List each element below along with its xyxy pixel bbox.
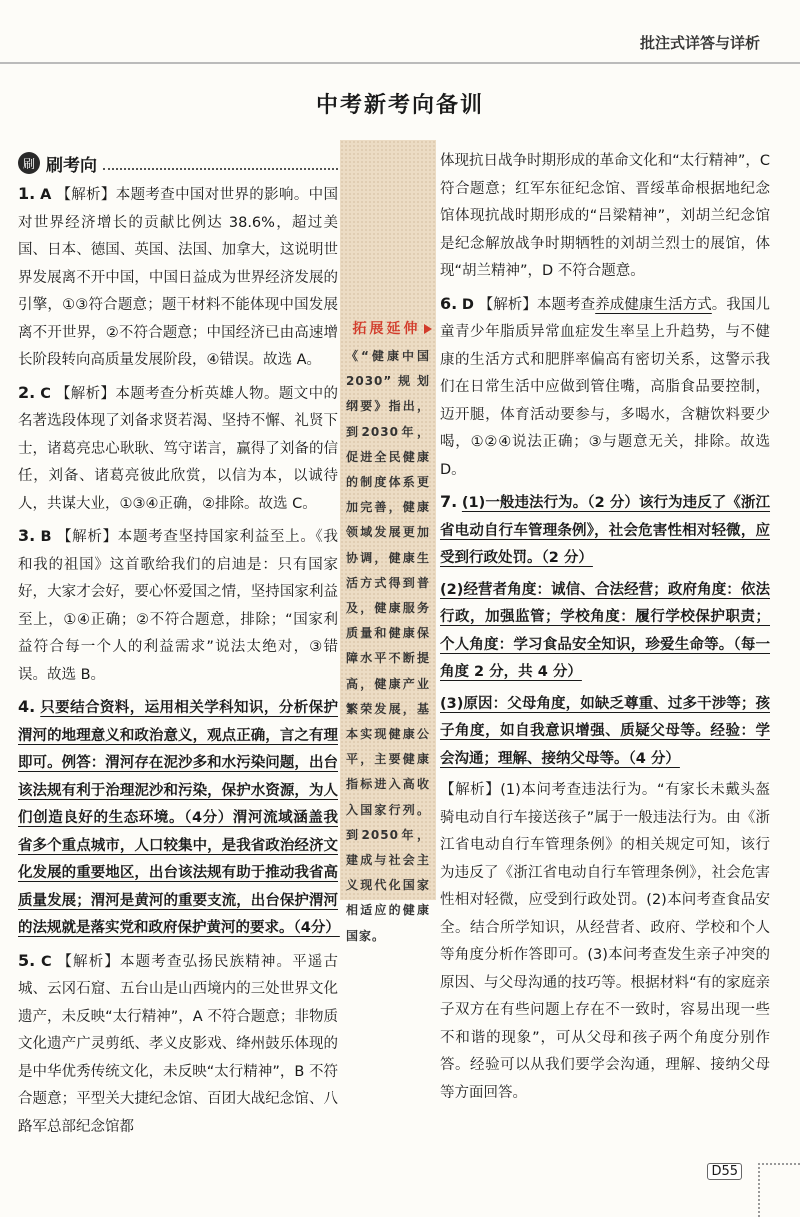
header-tag: 批注式详答与详析 bbox=[639, 34, 760, 52]
section-tag bbox=[18, 150, 338, 176]
section-label: 刷考向 bbox=[46, 155, 97, 176]
question-5-continued bbox=[440, 148, 770, 286]
answer-explanation: 【解析】本题考查弘扬民族精神。平遥古城、云冈石窟、五台山是山西境内的三处世界文化遗产，未反映“太行精神”，A 不符合题意；非物质文化遗产广灵剪纸、孝义皮影戏、绛州鼓乐体现的是中华优秀传统文化，未反映“太行精神”，B 不符合题意；平型关大捷纪念馆、百团大战纪念馆、八路军总部纪念馆都 bbox=[18, 953, 339, 1135]
sidebar-heading: 拓展延伸 bbox=[349, 318, 435, 338]
answer-letter: C bbox=[40, 953, 52, 970]
question-4 bbox=[18, 693, 338, 943]
answer-explanation: 。我国儿童青少年脂质异常血症发生率呈上升趋势，与不健康的生活方式和肥胖率偏高有密切关系，这警示我们在日常生活中应做到管住嘴，高脂食品要控制，迈开腿，体育活动要参与，多喝水，含糖饮料要少喝，①②④说法正确；③与题意无关，排除。故选 D。 bbox=[440, 296, 771, 478]
question-number: 7. bbox=[440, 492, 458, 511]
question-5 bbox=[18, 947, 338, 1142]
corner-dots bbox=[758, 1163, 800, 1217]
answer-part-3: (3)原因：父母角度，如缺乏尊重、过多干涉等；孩子角度，如自我意识增强、质疑父母等。经验：学会沟通；理解、接纳父母等。（4 分） bbox=[440, 695, 770, 767]
header-rule bbox=[0, 62, 800, 64]
page-number: D55 bbox=[707, 1163, 742, 1180]
question-2 bbox=[18, 379, 338, 519]
answer-part-2: (2)经营者角度：诚信、合法经营；政府角度：依法行政，加强监管；学校角度：履行学校保护职责；个人角度：学习食品安全知识，珍爱生命等。（每一角度 2 分，共 4 分） bbox=[440, 581, 770, 680]
question-1 bbox=[18, 180, 338, 375]
answer-letter: A bbox=[40, 187, 52, 203]
question-number: 3. bbox=[18, 526, 36, 545]
answer-explanation: 体现抗日战争时期形成的革命文化和“太行精神”，C 符合题意；红军东征纪念馆、晋绥革命根据地纪念馆体现抗战时期形成的“吕梁精神”，刘胡兰纪念馆是纪念解放战争时期牺牲的刘胡兰烈士的展馆，体现“胡兰精神”，D 不符合题意。 bbox=[440, 153, 770, 279]
question-7 bbox=[440, 488, 770, 573]
question-number: 6. bbox=[440, 293, 458, 313]
answer-explanation: 【解析】本题考查中国对世界的影响。中国对世界经济增长的贡献比例达 38.6%，超过美国、日本、德国、英国、法国、加拿大，这说明世界发展离不开中国，中国日益成为世界经济发展的引擎，①③符合题意；题干材料不能体现中国发展离不开世界，②不符合题意；中国经济已由高速增长阶段转向高质量发展阶段，④错误。故选 A。 bbox=[18, 187, 339, 368]
answer-explanation: 【解析】(1)本问考查违法行为。“有家长未戴头盔骑电动自行车接送孩子”属于一般违法行为。由《浙江省电动自行车管理条例》的相关规定可知，该行为违反了《浙江省电动自行车管理条例》，社会危害性相对轻微，应受到行政处罚。(2)本问考查食品安全。结合所学知识，从经营者、政府、学校和个人等角度分析作答即可。(3)本问考查发生亲子冲突的原因、与父母沟通的技巧等。根据材料“有的家庭亲子双方在有些问题上存在不一致时，容易出现一些不和谐的现象”，可从父母和孩子两个角度分别作答。经验可以从我们要学会沟通，理解、接纳父母等方面回答。 bbox=[440, 782, 770, 1101]
left-column bbox=[18, 150, 338, 1145]
answer-lead: 【解析】本题考查 bbox=[478, 296, 596, 313]
answer-part-1: (1)一般违法行为。（2 分）该行为违反了《浙江省电动自行车管理条例》，社会危害性相对轻微，应受到行政处罚。（2 分） bbox=[440, 495, 771, 566]
question-number: 2. bbox=[18, 382, 36, 402]
page-title: 中考新考向备训 bbox=[315, 93, 484, 118]
question-number: 1. bbox=[18, 184, 36, 203]
answer-topic: 养成健康生活方式 bbox=[595, 296, 712, 313]
answer-letter: D bbox=[461, 296, 474, 313]
answer-letter: C bbox=[40, 385, 51, 402]
answer-explanation: 【解析】本题考查分析英雄人物。题文中的名著选段体现了刘备求贤若渴、坚持不懈、礼贤下士，诸葛亮忠心耿耿、笃守诺言，赢得了刘备的信任，刘备、诸葛亮彼此欣赏，以信为本，以诚待人，共谋大业，①③④正确，②排除。故选 C。 bbox=[18, 385, 339, 512]
question-7-part-2 bbox=[440, 577, 770, 687]
answer-explanation: 【解析】本题考查坚持国家利益至上。《我和我的祖国》这首歌给我们的启迪是：只有国家好，大家才会好，要心怀爱国之情，坚持国家利益至上，①④正确；②不符合题意，排除；“国家利益符合每一个人的利益需求”说法太绝对，③错误。故选 B。 bbox=[18, 529, 339, 683]
question-3 bbox=[18, 522, 338, 689]
brush-icon: 刷 bbox=[18, 152, 40, 174]
question-7-part-3 bbox=[440, 691, 770, 774]
sidebar-text: 《“健康中国2030”规划纲要》指出，到2030年，促进全民健康的制度体系更加完善，健康领域发展更加协调，健康生活方式得到普及，健康服务质量和健康保障水平不断提高，健康产业繁荣发展，基本实现健康公平，主要健康指标进入高收入国家行列。到2050年，建成与社会主义现代化国家相适应的健康国家。 bbox=[346, 349, 430, 943]
right-column bbox=[440, 148, 770, 1111]
answer-letter: B bbox=[40, 529, 52, 545]
dotted-leader bbox=[103, 156, 338, 170]
question-6 bbox=[440, 290, 770, 485]
model-answer: 只要结合资料，运用相关学科知识，分析保护渭河的地理意义和政治意义，观点正确，言之有理即可。例答：渭河存在泥沙多和水污染问题，出台该法规有利于治理泥沙和污染，保护水资源，为人们创造良好的生态环境。（4分）渭河流域涵盖我省多个重点城市，人口较集中，是我省政治经济文化发展的重要地区，出台该法规有助于推动我省高质量发展；渭河是黄河的重要支流，出台保护渭河的法规就是落实党和政府保护黄河的要求。（4分） bbox=[18, 700, 340, 936]
question-number: 5. bbox=[18, 950, 36, 970]
question-number: 4. bbox=[18, 697, 36, 716]
question-7-analysis bbox=[440, 777, 770, 1107]
